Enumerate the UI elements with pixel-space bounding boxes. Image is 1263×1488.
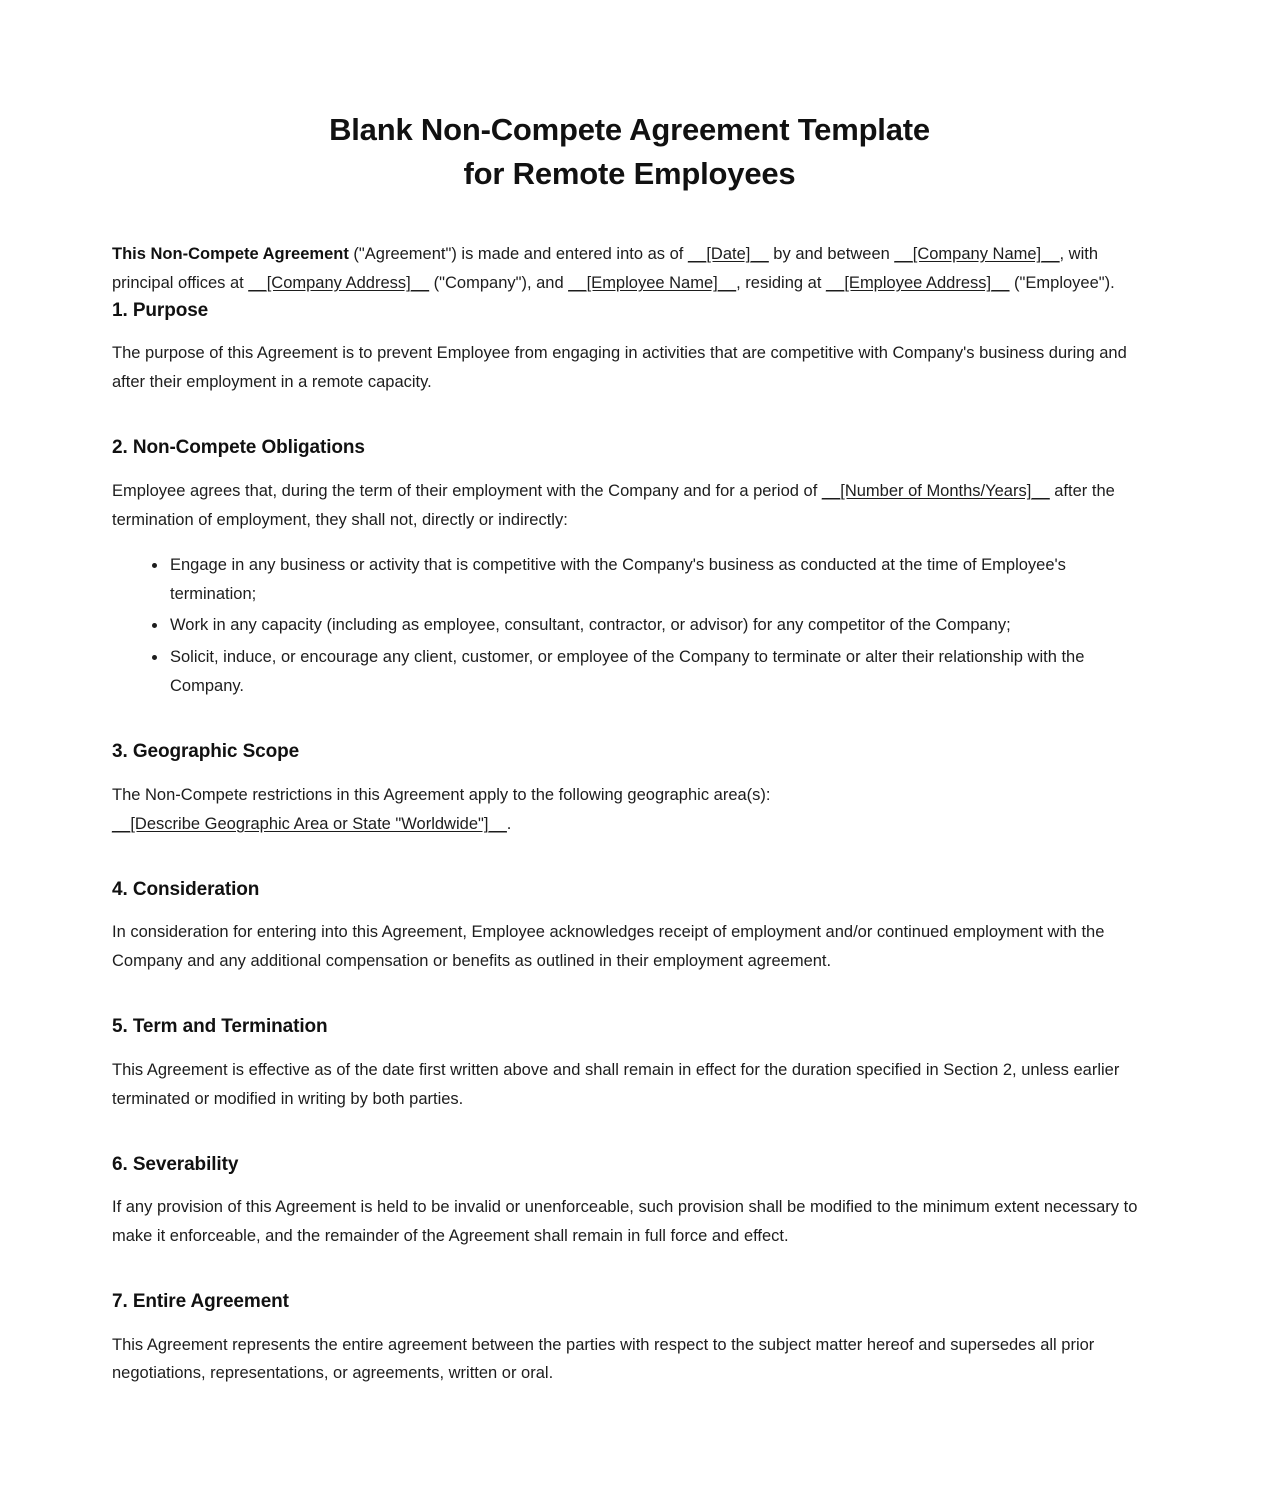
section-body: This Agreement is effective as of the date first written above and shall remain in effect for the duration specified in Section 2, unless earlier terminated or modified in writing by both parties. xyxy=(112,1060,1120,1108)
list-item: Engage in any business or activity that is competitive with the Company's business as conducted at the time of Employee's termination; xyxy=(152,551,1147,610)
section-heading: 7. Entire Agreement xyxy=(112,1290,289,1312)
section-consideration xyxy=(112,877,1147,976)
section-entire-agreement xyxy=(112,1289,1147,1388)
section-body: In consideration for entering into this Agreement, Employee acknowledges receipt of employment and/or continued employment with the Company and any additional compensation or benefits as outlined in their employment agreement. xyxy=(112,923,1105,971)
list-item: Work in any capacity (including as employee, consultant, contractor, or advisor) for any competitor of the Company; xyxy=(152,611,1147,640)
intro-text-1: ("Agreement") is made and entered into as of xyxy=(348,245,688,264)
section-body-text-after: after the termination of employment, they shall not, directly or indirectly: xyxy=(112,481,1115,529)
list-item: Solicit, induce, or encourage any client, customer, or employee of the Company to terminate or alter their relationship with the Company. xyxy=(152,643,1147,702)
intro-text-4: ("Company"), and xyxy=(429,273,569,292)
intro-text-3: , with principal offices at xyxy=(112,245,1099,292)
intro-text-5: , residing at xyxy=(736,273,826,292)
section-heading: 3. Geographic Scope xyxy=(112,741,300,763)
section-non-compete-obligations xyxy=(112,435,1147,701)
section-body: The purpose of this Agreement is to prevent Employee from engaging in activities that are competitive with Company's business during and after their employment in a remote capacity. xyxy=(112,344,1127,392)
field-employee-address[interactable]: __[Employee Address]__ xyxy=(826,273,1010,292)
page-title xyxy=(112,108,1147,196)
section-heading: 2. Non-Compete Obligations xyxy=(112,437,365,459)
intro-paragraph xyxy=(112,240,1147,298)
section-body xyxy=(112,477,1147,535)
intro-text-6: ("Employee"). xyxy=(1009,273,1115,292)
section-heading: 1. Purpose xyxy=(112,299,209,321)
page-title-line-2: for Remote Employees xyxy=(463,156,796,192)
field-company-name[interactable]: __[Company Name]__ xyxy=(894,245,1060,264)
field-date[interactable]: __[Date]__ xyxy=(687,245,769,264)
section-body-text-before: The Non-Compete restrictions in this Agreement apply to the following geographic area(s): xyxy=(112,786,771,804)
section-heading: 6. Severability xyxy=(112,1153,239,1175)
section-body: This Agreement represents the entire agreement between the parties with respect to the subject matter hereof and supersedes all prior negotiations, representations, or agreements, written or oral. xyxy=(112,1335,1095,1383)
page-title-line-1: Blank Non-Compete Agreement Template xyxy=(329,112,930,147)
section-heading: 5. Term and Termination xyxy=(112,1016,328,1038)
section-body xyxy=(112,781,1147,839)
intro-text-2: by and between xyxy=(768,245,895,264)
section-body: If any provision of this Agreement is held to be invalid or unenforceable, such provision shall be modified to the minimum extent necessary to make it enforceable, and the remainder of the Agreement shall remain in full force and effect. xyxy=(112,1198,1138,1246)
field-company-address[interactable]: __[Company Address]__ xyxy=(248,273,430,292)
field-geographic-area[interactable]: __[Describe Geographic Area or State "Worldwide"]__ xyxy=(112,814,507,833)
section-body-text-after: . xyxy=(506,814,512,833)
section-term-and-termination xyxy=(112,1014,1147,1113)
field-employee-name[interactable]: __[Employee Name]__ xyxy=(568,273,737,292)
section-body-text-before: Employee agrees that, during the term of their employment with the Company and for a period of xyxy=(112,481,822,500)
section-purpose xyxy=(112,298,1147,397)
section-heading: 4. Consideration xyxy=(112,878,260,900)
section-severability xyxy=(112,1152,1147,1251)
obligations-list xyxy=(112,551,1147,702)
field-number-of-months-years[interactable]: __[Number of Months/Years]__ xyxy=(821,481,1050,500)
intro-lead-in: This Non-Compete Agreement xyxy=(112,245,349,264)
section-geographic-scope xyxy=(112,739,1147,838)
